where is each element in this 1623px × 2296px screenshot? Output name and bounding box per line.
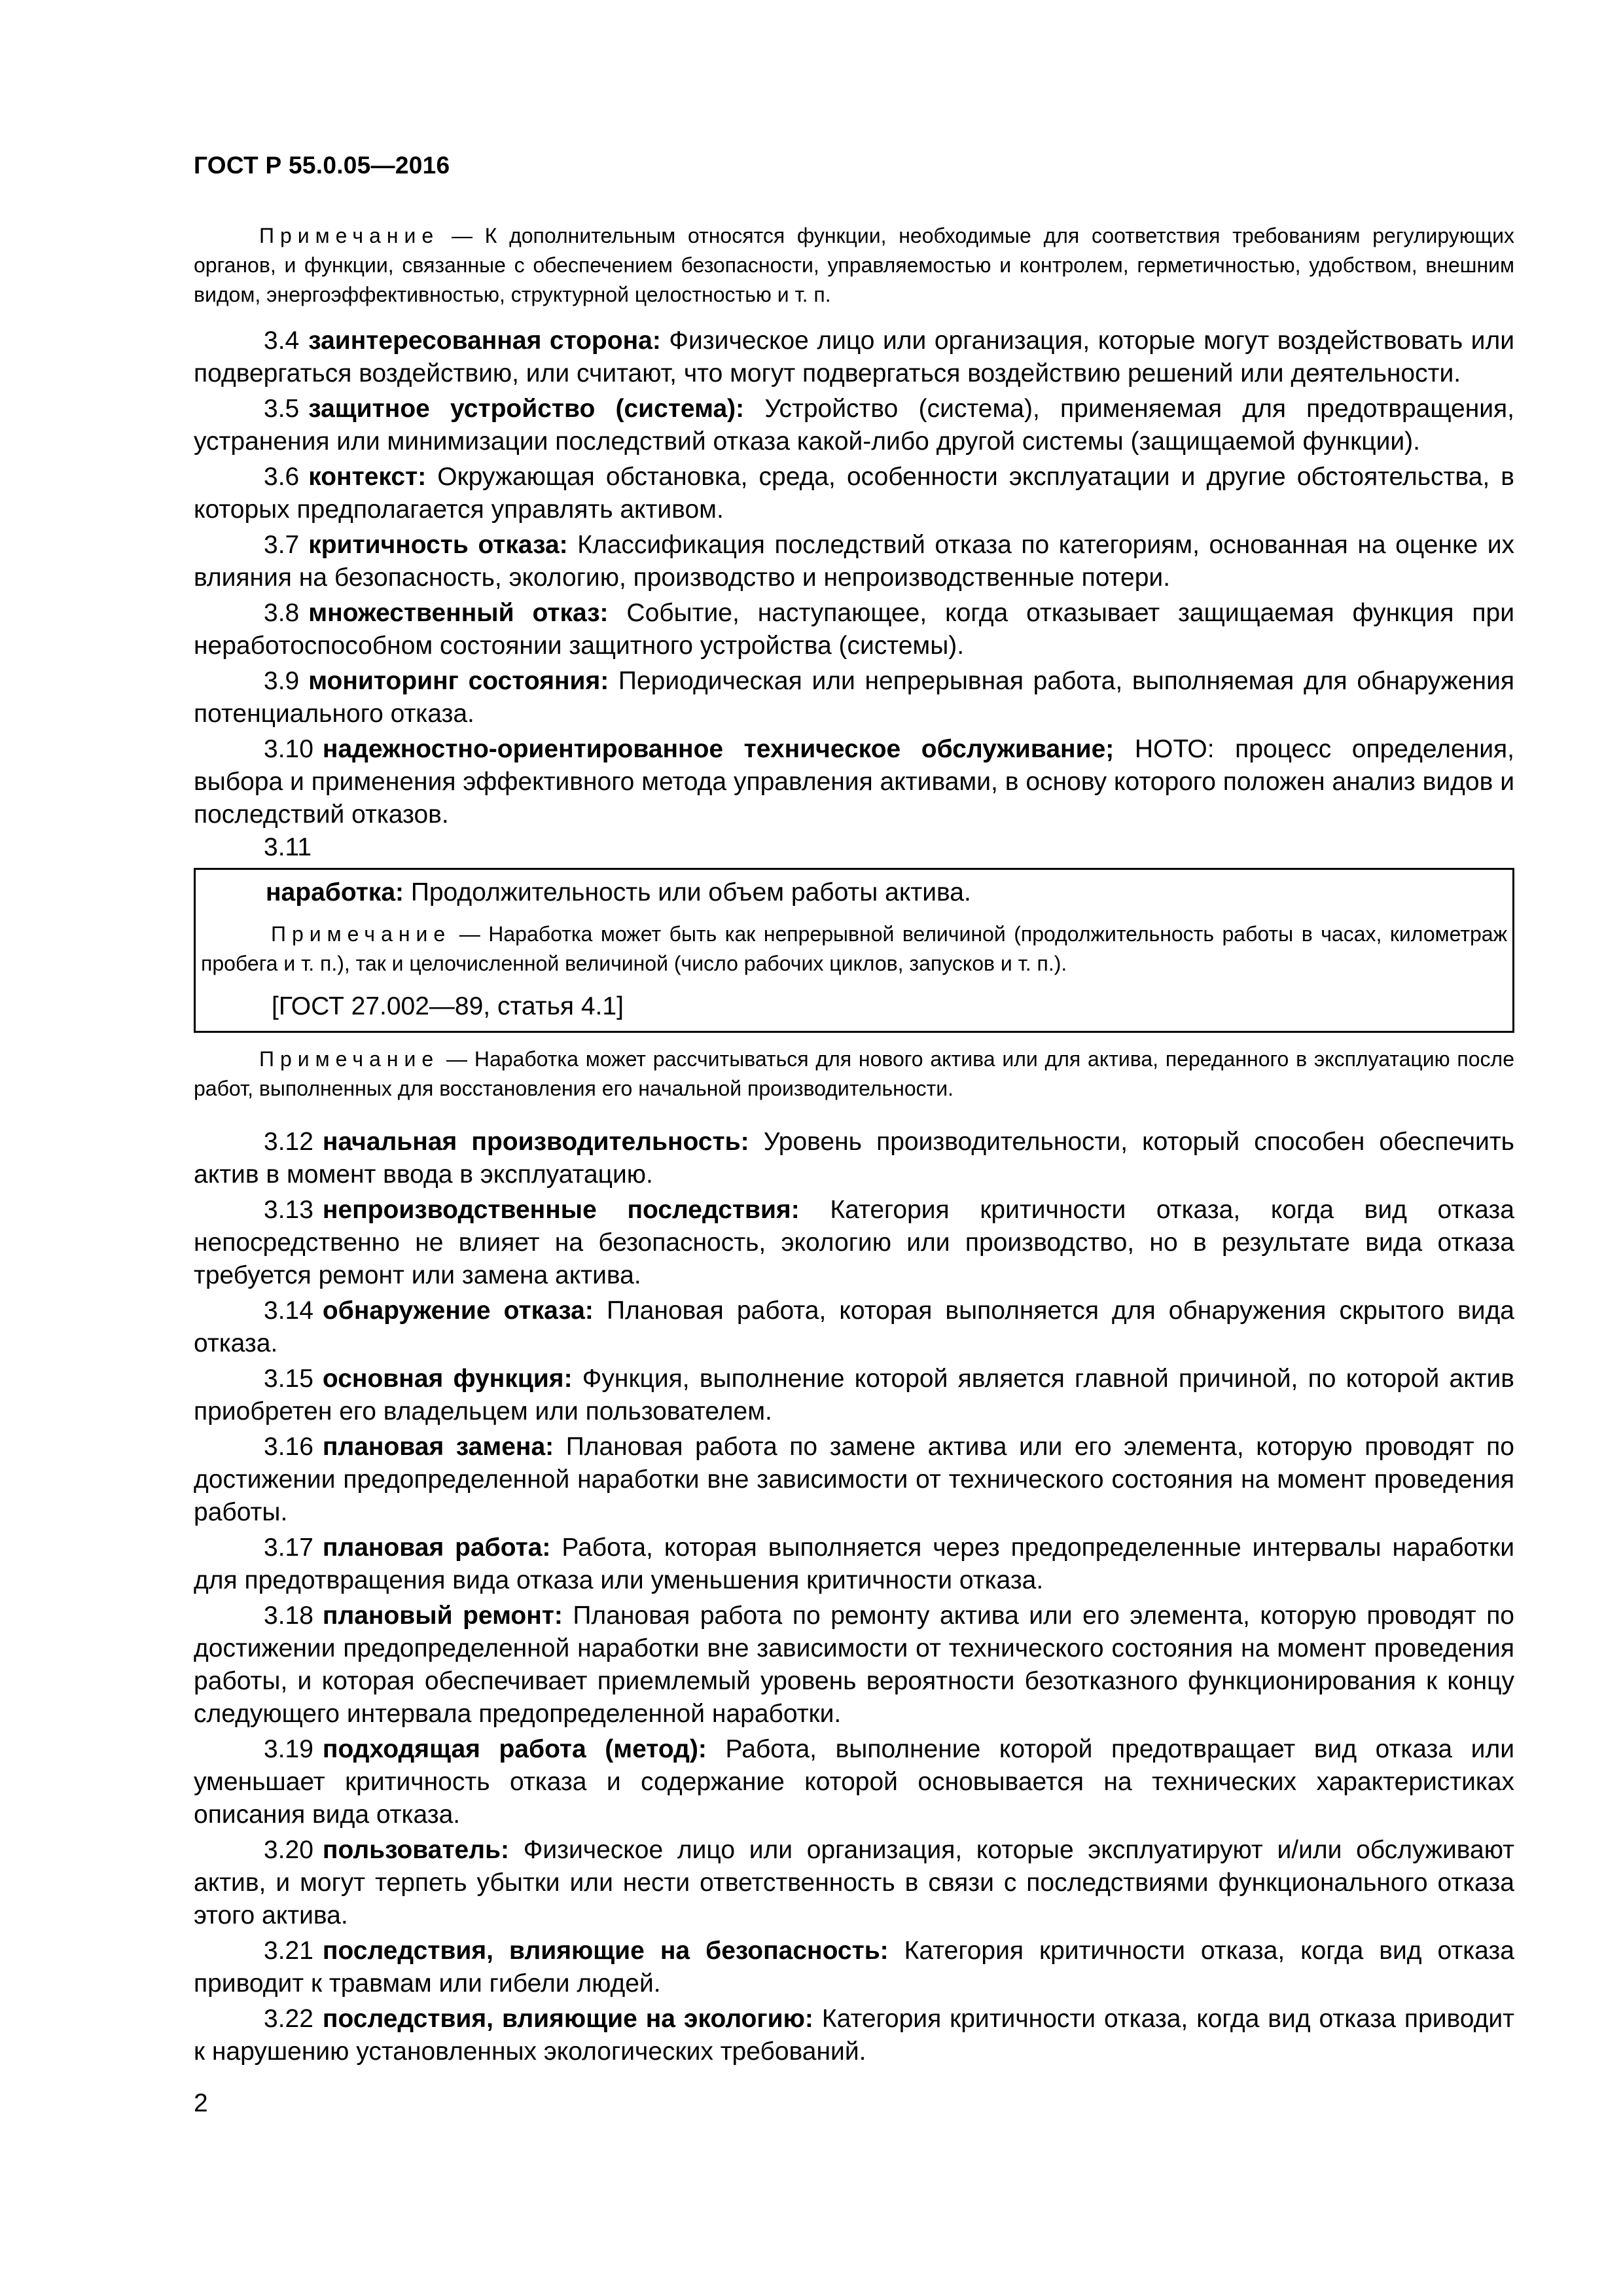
term-definition: Классификация последствий отказа по категориям, основанная на оценке их влияния на безопасность, экологию, производство и непроизводственные потери. (194, 531, 1515, 592)
term-definition: Уровень производительности, который способен обеспечить актив в момент ввода в эксплуатацию. (194, 1128, 1514, 1189)
term-paragraph (194, 461, 1514, 526)
term-paragraph (194, 1363, 1514, 1428)
term-paragraph (194, 1733, 1514, 1831)
term-definition: Плановая работа, которая выполняется для обнаружения скрытого вида отказа. (194, 1297, 1514, 1357)
term-name: последствия, влияющие на безопасность: (322, 1937, 889, 1965)
term-definition: Категория критичности отказа, когда вид отказа непосредственно не влияет на безопасность, экологию или производство, но в результате вида отказа требуется ремонт или замена актива. (194, 1196, 1515, 1289)
term-definition: Продолжительность или объем работы актива. (404, 878, 971, 906)
term-number: 3.7 (264, 531, 300, 559)
term-name: основная функция: (322, 1365, 573, 1393)
term-definition: Категория критичности отказа, когда вид отказа приводит к травмам или гибели людей. (194, 1937, 1514, 1998)
term-name: контекст: (308, 463, 427, 491)
term-name: мониторинг состояния: (308, 667, 609, 695)
term-number: 3.13 (264, 1196, 313, 1224)
note-label: Примечание (259, 224, 440, 247)
term-paragraph (194, 529, 1514, 594)
note-label: Примечание (271, 922, 452, 946)
term-paragraph (194, 393, 1514, 458)
term-paragraph (194, 665, 1514, 730)
term-number: 3.22 (264, 2005, 313, 2033)
note-label: Примечание (259, 1047, 440, 1071)
term-definition: Категория критичности отказа, когда вид отказа приводит к нарушению установленных экологических требований. (194, 2005, 1514, 2066)
term-number: 3.14 (264, 1297, 313, 1325)
term-definition: Окружающая обстановка, среда, особенности эксплуатации и другие обстоятельства, в которых предполагается управлять активом. (194, 463, 1514, 524)
term-name: заинтересованная сторона: (308, 327, 661, 355)
document-header: ГОСТ Р 55.0.05—2016 (194, 152, 450, 179)
term-number: 3.17 (264, 1534, 313, 1562)
term-name: плановая работа: (322, 1534, 551, 1562)
term-definition: Периодическая или непрерывная работа, выполняемая для обнаружения потенциального отказа. (194, 667, 1514, 728)
term-name: подходящая работа (метод): (322, 1735, 707, 1763)
term-name: начальная производительность: (322, 1128, 749, 1156)
note-paragraph (194, 1045, 1514, 1103)
term-number: 3.4 (264, 327, 300, 355)
term-name: критичность отказа: (308, 531, 568, 559)
term-number: 3.16 (264, 1433, 313, 1461)
term-definition: Физическое лицо или организация, которые могут воздействовать или подвергаться воздействию, или считают, что могут подвергаться воздействию решений или деятельности. (194, 327, 1515, 387)
note-paragraph (196, 920, 1512, 978)
term-number: 3.5 (264, 395, 300, 423)
page-number: 2 (194, 2089, 208, 2117)
term-paragraph (196, 876, 1512, 909)
term-definition: Работа, выполнение которой предотвращает вид отказа или уменьшает критичность отказа и содержание которой основывается на технических характеристиках описания вида отказа. (194, 1735, 1514, 1829)
term-paragraph (194, 1834, 1514, 1932)
term-number: 3.11 (264, 833, 312, 861)
term-paragraph (194, 1431, 1514, 1529)
term-number: 3.6 (264, 463, 300, 491)
term-paragraph (194, 597, 1514, 662)
term-definition: Событие, наступающее, когда отказывает защищаемая функция при неработоспособном состоянии защитного устройства (системы). (194, 599, 1514, 660)
note-paragraph (194, 221, 1514, 310)
term-paragraph (194, 733, 1514, 831)
term-paragraph (194, 1935, 1514, 2000)
term-definition: Функция, выполнение которой является главной причиной, по которой актив приобретен его владельцем или пользователем. (194, 1365, 1515, 1426)
source-reference: [ГОСТ 27.002—89, статья 4.1] (272, 992, 624, 1020)
term-number: 3.20 (264, 1836, 313, 1864)
term-definition: Работа, которая выполняется через предопределенные интервалы наработки для предотвращения вида отказа или уменьшения критичности отказа. (194, 1534, 1514, 1594)
term-paragraph (194, 1126, 1514, 1191)
term-number: 3.21 (264, 1937, 313, 1965)
note-text: — К дополнительным относятся функции, необходимые для соответствия требованиям регулирующих органов, и функции, связанные с обеспечением безопасности, управляемостью и контролем, герметичностью, удобством, внешним видом, энергоэффективностью, структурной целостностью и т. п. (194, 224, 1514, 306)
term-definition: Физическое лицо или организация, которые эксплуатируют и/или обслуживают актив, и могут терпеть убытки или нести ответственность в связи с последствиями функционального отказа этого актива. (194, 1836, 1514, 1929)
document-body (194, 221, 1514, 2068)
note-text: — Наработка может рассчитываться для нового актива или для актива, переданного в эксплуатацию после работ, выполненных для восстановления его начальной производительности. (194, 1047, 1514, 1100)
term-name: пользователь: (322, 1836, 509, 1864)
term-paragraph (194, 2003, 1514, 2068)
term-number: 3.10 (264, 735, 313, 763)
term-number: 3.8 (264, 599, 300, 627)
term-name: последствия, влияющие на экологию: (322, 2005, 813, 2033)
term-paragraph (194, 325, 1514, 390)
term-name: плановая замена: (322, 1433, 554, 1461)
term-paragraph (194, 1600, 1514, 1731)
term-name: защитное устройство (система): (308, 395, 745, 423)
term-name: наработка: (266, 878, 404, 906)
term-paragraph (194, 1194, 1514, 1292)
term-paragraph (194, 1295, 1514, 1360)
term-number: 3.9 (264, 667, 300, 695)
term-number: 3.18 (264, 1602, 313, 1630)
term-paragraph (194, 1532, 1514, 1597)
term-name: множественный отказ: (308, 599, 609, 627)
note-text: — Наработка может быть как непрерывной величиной (продолжительность работы в часах, километраж пробега и т. п.), так и целочисленной величиной (число рабочих циклов, запусков и т. п.). (201, 922, 1507, 975)
term-list-a (194, 325, 1514, 831)
term-definition: Плановая работа по замене актива или его элемента, которую проводят по достижении предопределенной наработки вне зависимости от технического состояния на момент проведения работы. (194, 1433, 1514, 1526)
term-list-b (194, 1126, 1514, 2068)
term-definition-box (194, 868, 1514, 1033)
term-name: плановый ремонт: (322, 1602, 563, 1630)
term-number: 3.15 (264, 1365, 313, 1393)
term-number: 3.19 (264, 1735, 313, 1763)
term-name: обнаружение отказа: (322, 1297, 594, 1325)
term-number: 3.12 (264, 1128, 313, 1156)
term-definition: Плановая работа по ремонту актива или его элемента, которую проводят по достижении предопределенной наработки вне зависимости от технического состояния на момент проведения работы, и которая обеспечивает приемлемый уровень вероятности безотказного функционирования к концу следующего интервала предопределенной наработки. (194, 1602, 1515, 1728)
term-definition: Устройство (система), применяемая для предотвращения, устранения или минимизации последствий отказа какой-либо другой системы (защищаемой функции). (194, 395, 1514, 456)
term-definition: НОТО: процесс определения, выбора и применения эффективного метода управления активами, в основу которого положен анализ видов и последствий отказов. (194, 735, 1515, 829)
term-name: непроизводственные последствия: (322, 1196, 800, 1224)
term-name: надежностно-ориентированное техническое обслуживание; (322, 735, 1115, 763)
